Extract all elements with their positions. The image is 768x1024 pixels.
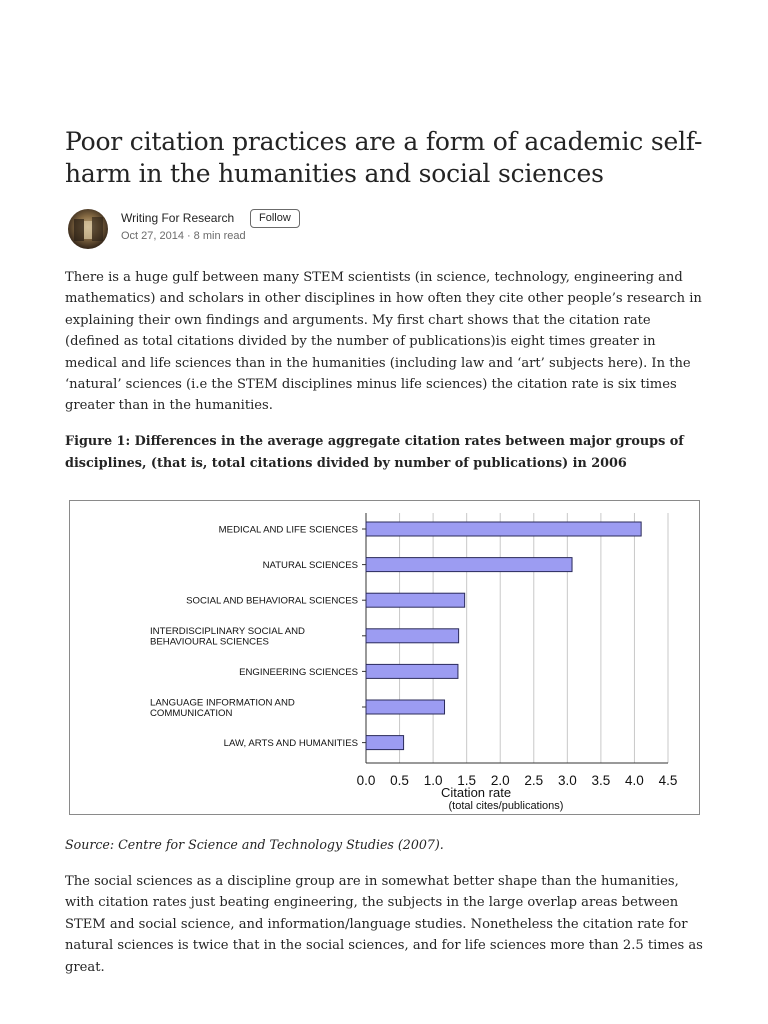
x-tick-label: 2.5: [524, 773, 544, 788]
bar: [366, 700, 445, 714]
paragraph-discussion: The social sciences as a discipline group are in somewhat better shape than the humanities, with citation rates just beating engineering, the subjects in the large overlap areas between STEM and social science, and information/language studies. Nonetheless the citation rate for natural sciences is twice that in the social sciences, and for life sciences more than 2.5 times as great.: [65, 874, 703, 975]
bar: [366, 736, 404, 750]
category-label: LANGUAGE INFORMATION AND: [150, 697, 295, 709]
avatar-image: [68, 209, 108, 249]
category-label: LAW, ARTS AND HUMANITIES: [223, 738, 358, 750]
publish-date: Oct 27, 2014: [121, 230, 184, 242]
citation-rate-chart: [69, 500, 700, 815]
x-tick-label: 4.0: [625, 773, 644, 788]
chart-svg: [70, 501, 699, 814]
x-tick-label: 3.0: [557, 773, 577, 788]
figure-source: Source: Centre for Science and Technology Studies (2007).: [65, 837, 444, 852]
x-tick-label: 2.0: [490, 773, 510, 788]
x-axis-title: Citation rate: [440, 785, 512, 800]
x-tick-label: 3.5: [591, 773, 611, 788]
x-tick-label: 1.5: [457, 773, 477, 788]
bar: [366, 629, 459, 643]
paragraph-intro: There is a huge gulf between many STEM scientists (in science, technology, engineering and mathematics) and scholars in other disciplines in how often they cite other people’s research in explaining their own findings and arguments. My first chart shows that the citation rate (defined as total citations divided by the number of publications)is eight times greater in medical and life sciences than in the humanities (including law and ‘art’ subjects here). In the ‘natural’ sciences (i.e the STEM disciplines minus life sciences) the citation rate is six times greater than in the humanities.: [65, 270, 702, 414]
byline: [65, 207, 705, 249]
x-tick-label: 4.5: [658, 773, 678, 788]
bar: [366, 558, 572, 572]
x-axis-subtitle: (total cites/publications): [448, 800, 564, 812]
read-time: 8 min read: [193, 230, 246, 242]
figure-caption: Figure 1: Differences in the average aggregate citation rates between major groups of disciplines, (that is, total citations divided by number of publications) in 2006: [65, 434, 684, 471]
article-title: Poor citation practices are a form of academic self-harm in the humanities and social sciences: [65, 127, 703, 188]
x-tick-label: 1.0: [423, 773, 443, 788]
category-label: BEHAVIOURAL SCIENCES: [150, 636, 269, 648]
category-label: INTERDISCIPLINARY SOCIAL AND: [150, 626, 305, 638]
category-label: COMMUNICATION: [150, 707, 233, 719]
post-meta: [121, 230, 246, 243]
author-avatar[interactable]: [68, 209, 108, 249]
category-label: ENGINEERING SCIENCES: [239, 666, 358, 678]
bar: [366, 522, 641, 536]
follow-button[interactable]: Follow: [250, 209, 300, 228]
x-tick-label: 0.5: [390, 773, 409, 788]
category-label: MEDICAL AND LIFE SCIENCES: [218, 524, 358, 536]
bar: [366, 593, 465, 607]
category-label: NATURAL SCIENCES: [262, 560, 358, 572]
x-tick-label: 0.0: [356, 773, 376, 788]
meta-separator: ·: [187, 230, 191, 242]
author-name[interactable]: Writing For Research: [121, 211, 235, 225]
category-label: SOCIAL AND BEHAVIORAL SCIENCES: [186, 595, 358, 607]
bar: [366, 664, 458, 678]
